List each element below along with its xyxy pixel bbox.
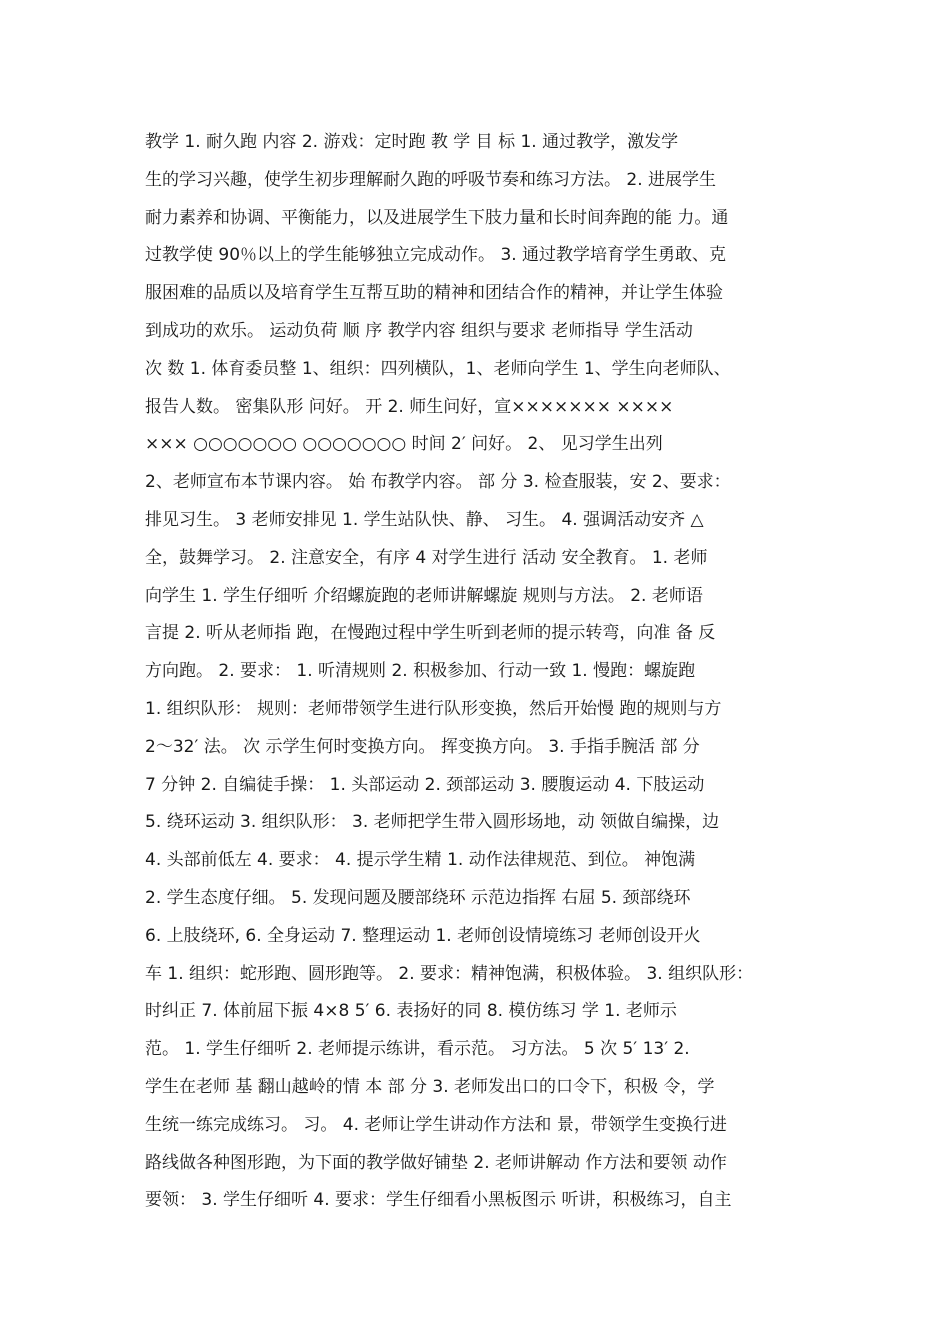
- text-line-27: 生统一练完成练习。 习。 4. 老师让学生讲动作方法和 景，带领学生变换行进: [145, 1114, 727, 1135]
- text-line-13: 向学生 1. 学生仔细听 介绍螺旋跑的老师讲解螺旋 规则与方法。 2. 老师语: [145, 585, 703, 606]
- text-line-23: 车 1. 组织：蛇形跑、圆形跑等。 2. 要求：精神饱满，积极体验。 3. 组织队形：: [145, 963, 754, 984]
- text-line-19: 5. 绕环运动 3. 组织队形： 3. 老师把学生带入圆形场地，动 领做自编操，边: [145, 812, 720, 833]
- text-line-3: 耐力素养和协调、平衡能力，以及进展学生下肢力量和长时间奔跑的能 力。通: [145, 207, 729, 228]
- text-line-6: 到成功的欢乐。 运动负荷 顺 序 教学内容 组织与要求 老师指导 学生活动: [145, 320, 693, 341]
- text-line-11: 排见习生。 3 老师安排见 1. 学生站队快、静、 习生。 4. 强调活动安齐 △: [145, 509, 704, 530]
- text-line-14: 言提 2. 听从老师指 跑，在慢跑过程中学生听到老师的提示转弯，向准 备 反: [145, 623, 716, 644]
- text-line-22: 6. 上肢绕环, 6. 全身运动 7. 整理运动 1. 老师创设情境练习 老师创设开火: [145, 925, 701, 946]
- text-line-24: 时纠正 7. 体前屈下振 4×8 5′ 6. 表扬好的同 8. 模仿练习 学 1. 老师示: [145, 1001, 677, 1022]
- text-line-25: 范。 1. 学生仔细听 2. 老师提示练讲，看示范。 习方法。 5 次 5′ 13′ 2.: [145, 1039, 690, 1060]
- text-line-17: 2～32′ 法。 次 示学生何时变换方向。 挥变换方向。 3. 手指手腕活 部 分: [145, 736, 700, 757]
- text-line-12: 全，鼓舞学习。 2. 注意安全，有序 4 对学生进行 活动 安全教育。 1. 老师: [145, 547, 708, 568]
- text-line-21: 2. 学生态度仔细。 5. 发现问题及腰部绕环 示范边指挥 右屈 5. 颈部绕环: [145, 887, 691, 908]
- lesson-plan-text: [145, 124, 815, 1220]
- text-line-5: 服困难的品质以及培育学生互帮互助的精神和团结合作的精神，并让学生体验: [145, 283, 723, 304]
- text-line-7: 次 数 1. 体育委员整 1、组织：四列横队，1、老师向学生 1、学生向老师队、: [145, 358, 731, 379]
- text-line-4: 过教学使 90％以上的学生能够独立完成动作。 3. 通过教学培育学生勇敢、克: [145, 245, 727, 266]
- text-line-28: 路线做各种图形跑，为下面的教学做好铺垫 2. 老师讲解动 作方法和要领 动作: [145, 1152, 727, 1173]
- text-line-9: ××× ○○○○○○○ ○○○○○○○ 时间 2′ 问好。 2、 见习学生出列: [145, 434, 663, 455]
- text-line-1: 教学 1. 耐久跑 内容 2. 游戏：定时跑 教 学 目 标 1. 通过教学，激发学: [145, 132, 679, 152]
- text-line-10: 2、老师宣布本节课内容。 始 布教学内容。 部 分 3. 检查服装，安 2、要求：: [145, 472, 731, 493]
- text-line-8: 报告人数。 密集队形 问好。 开 2. 师生问好，宣××××××× ××××: [145, 396, 674, 417]
- text-line-26: 学生在老师 基 翻山越岭的情 本 部 分 3. 老师发出口的口令下，积极 令，学: [145, 1076, 715, 1097]
- text-line-2: 生的学习兴趣，使学生初步理解耐久跑的呼吸节奏和练习方法。 2. 进展学生: [145, 169, 717, 190]
- text-line-18: 7 分钟 2. 自编徒手操： 1. 头部运动 2. 颈部运动 3. 腰腹运动 4. 下肢运动: [145, 774, 705, 795]
- text-line-15: 方向跑。 2. 要求： 1. 听清规则 2. 积极参加、行动一致 1. 慢跑：螺旋跑: [145, 661, 696, 682]
- text-line-20: 4. 头部前低左 4. 要求： 4. 提示学生精 1. 动作法律规范、到位。 神饱满: [145, 850, 696, 871]
- text-line-29: 要领： 3. 学生仔细听 4. 要求：学生仔细看小黑板图示 听讲，积极练习，自主: [145, 1190, 732, 1211]
- text-line-16: 1. 组织队形： 规则：老师带领学生进行队形变换，然后开始慢 跑的规则与方: [145, 698, 722, 719]
